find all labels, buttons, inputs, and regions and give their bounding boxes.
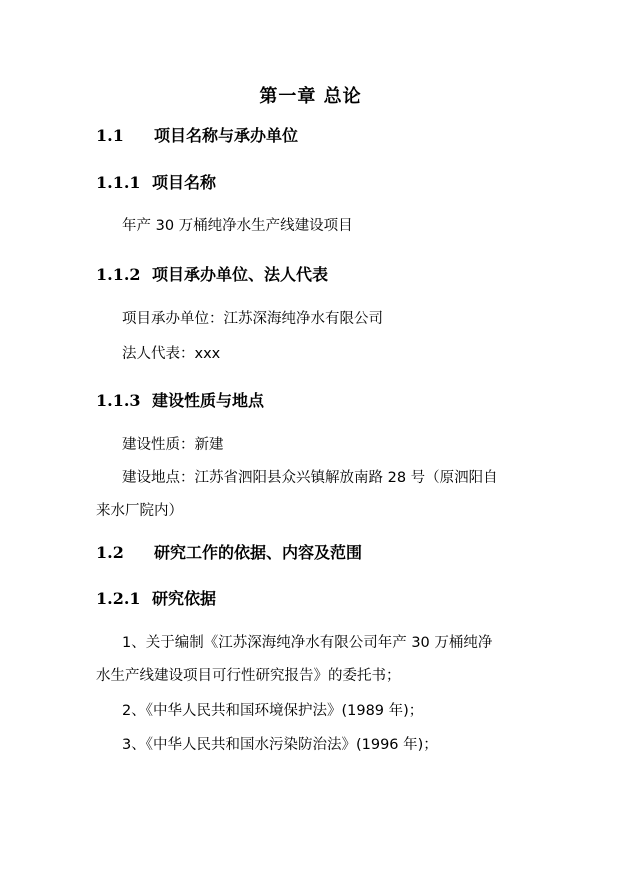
section-title: 研究工作的依据、内容及范围 — [154, 543, 363, 562]
section-number: 1.1.3 — [96, 391, 141, 410]
legal-rep-text: 法人代表：xxx — [122, 346, 221, 362]
section-number: 1.1.1 — [96, 173, 141, 192]
basis-item-1-line1: 1、关于编制《江苏深海纯净水有限公司年产 30 万桶纯净 — [122, 635, 493, 651]
section-heading-1-1-3 — [96, 388, 264, 411]
project-name-text: 年产 30 万桶纯净水生产线建设项目 — [122, 218, 353, 234]
section-title: 项目承办单位、法人代表 — [152, 265, 329, 284]
construction-nature-text: 建设性质：新建 — [122, 437, 224, 453]
section-heading-1-2 — [96, 540, 362, 563]
section-number: 1.2.1 — [96, 589, 141, 608]
section-title: 建设性质与地点 — [152, 391, 265, 410]
basis-item-1-line2: 水生产线建设项目可行性研究报告》的委托书； — [96, 668, 401, 684]
section-title: 研究依据 — [152, 589, 217, 608]
section-number: 1.1.2 — [96, 265, 141, 284]
section-title: 项目名称 — [152, 173, 217, 192]
construction-location-line2: 来水厂院内） — [96, 503, 183, 519]
section-heading-1-1-1 — [96, 170, 216, 193]
construction-location-line1: 建设地点：江苏省泗阳县众兴镇解放南路 28 号（原泗阳自 — [122, 470, 498, 486]
section-number: 1.1 — [96, 126, 124, 145]
section-number: 1.2 — [96, 543, 124, 562]
section-heading-1-1-2 — [96, 262, 328, 285]
basis-item-3: 3、《中华人民共和国水污染防治法》(1996 年)； — [122, 737, 438, 753]
section-heading-1-2-1 — [96, 586, 216, 609]
chapter-title: 第一章 总论 — [259, 86, 362, 107]
basis-item-2: 2、《中华人民共和国环境保护法》(1989 年)； — [122, 703, 424, 719]
undertaking-unit-text: 项目承办单位：江苏深海纯净水有限公司 — [122, 311, 383, 327]
section-title: 项目名称与承办单位 — [154, 126, 299, 145]
section-heading-1-1 — [96, 123, 298, 146]
